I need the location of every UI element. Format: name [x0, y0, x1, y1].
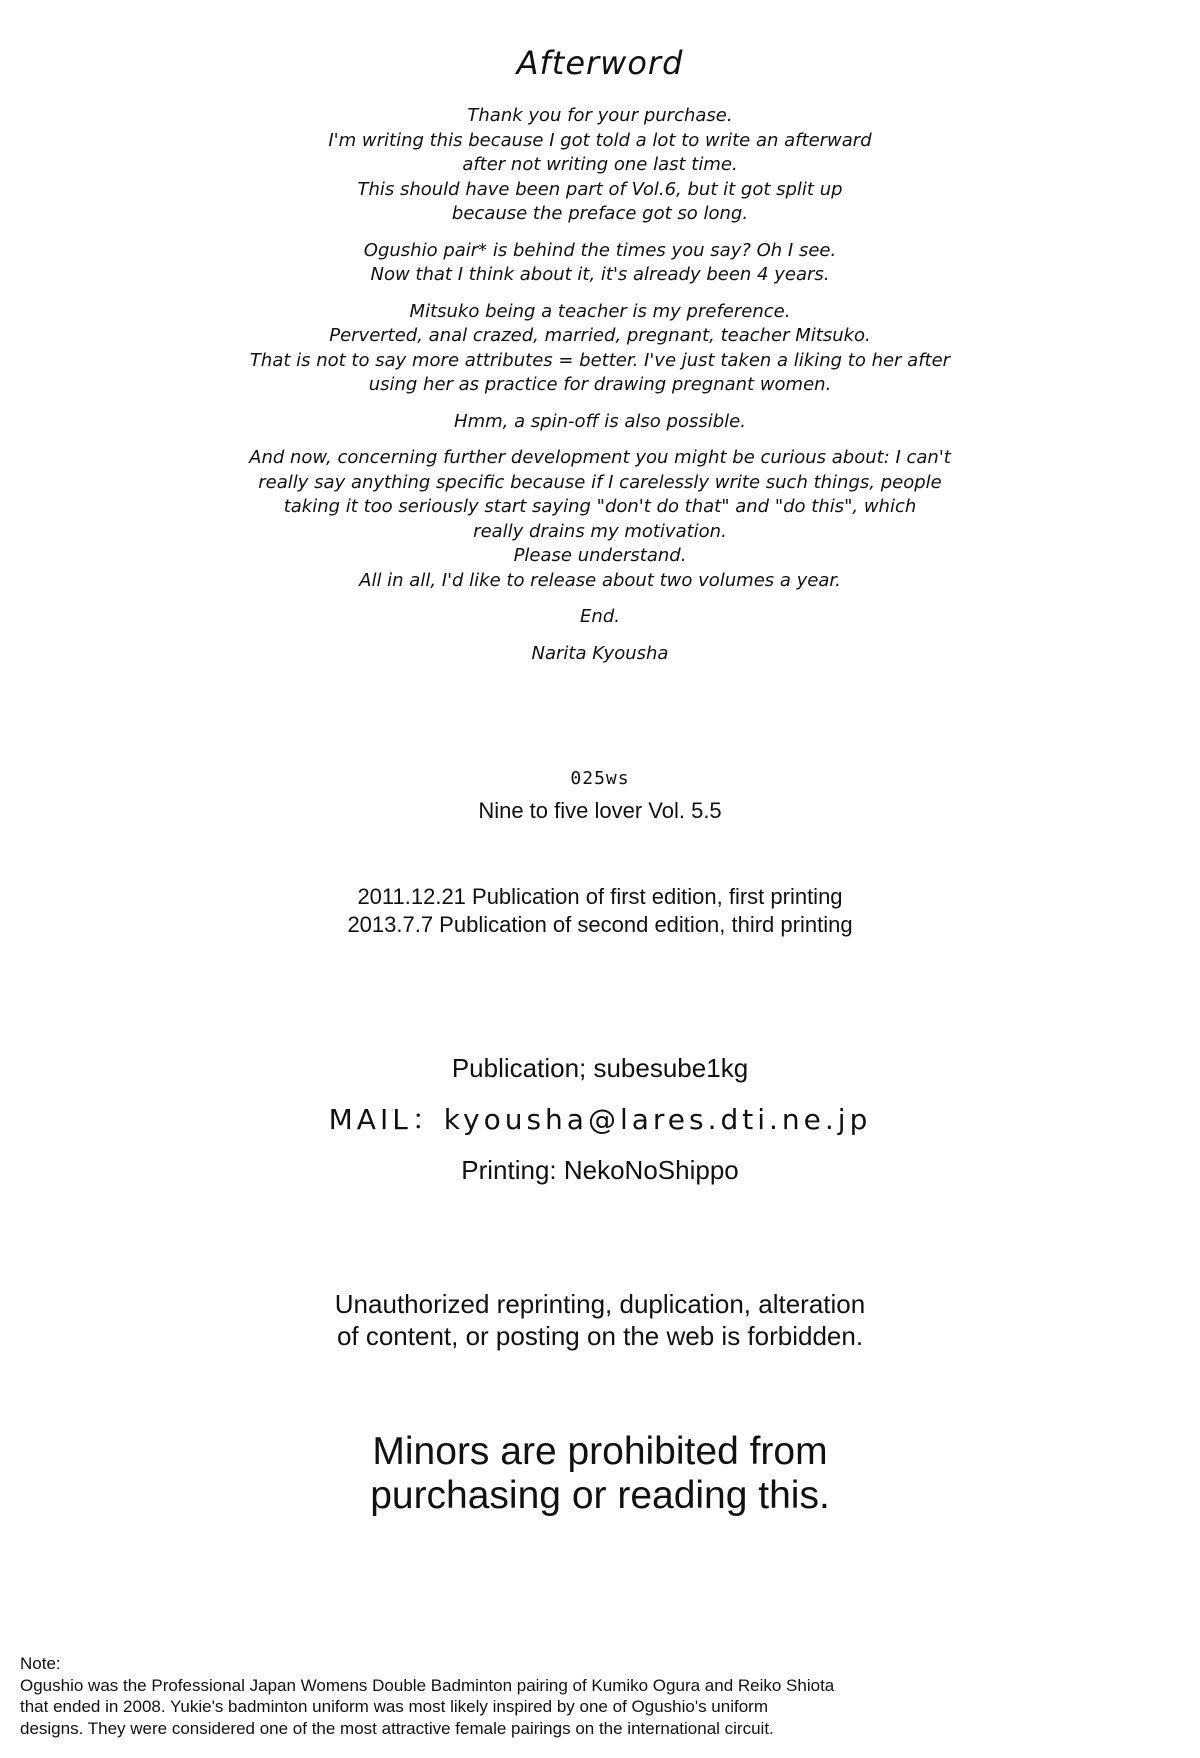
copyright-line: Unauthorized reprinting, duplication, alteration: [334, 1289, 866, 1319]
afterword-line: really say anything specific because if I carelessly write such things, people: [258, 471, 942, 493]
age-restriction-line: Minors are prohibited from: [372, 1430, 828, 1473]
afterword-line: because the preface got so long.: [451, 203, 749, 224]
afterword-end: End.: [580, 606, 620, 627]
afterword-line: Ogushio pair* is behind the times you say? Oh I see.: [363, 239, 837, 261]
afterword-paragraph: [150, 104, 1050, 227]
afterword-paragraph: [150, 446, 1050, 593]
afterword-line: taking it too seriously start saying "don't do that" and "do this", which: [283, 496, 917, 517]
afterword-line: And now, concerning further development you might be curious about: I can't: [249, 447, 951, 468]
printer: Printing: NekoNoShippo: [461, 1155, 739, 1185]
afterword-line: This should have been part of Vol.6, but it got split up: [357, 178, 843, 200]
afterword-paragraph: [150, 605, 1050, 630]
afterword-paragraph: [150, 239, 1050, 288]
catalog-code: 025ws: [570, 768, 630, 789]
note-heading: Note:: [20, 1654, 61, 1673]
afterword-line: Mitsuko being a teacher is my preference.: [409, 300, 791, 322]
copyright-line: of content, or posting on the web is forbidden.: [336, 1321, 864, 1351]
note-line: Ogushio was the Professional Japan Womens Double Badminton pairing of Kumiko Ogura and Reiko Shiota: [20, 1675, 835, 1695]
edition-history: [0, 883, 1200, 939]
author-signature: Narita Kyousha: [531, 642, 669, 664]
note-line: that ended in 2008. Yukie's badminton uniform was most likely inspired by one of Ogushio's uniform: [20, 1697, 768, 1716]
age-restriction-notice: [0, 1430, 1200, 1518]
translator-note: [20, 1653, 1180, 1739]
afterword-line: That is not to say more attributes = better. I've just taken a liking to her after: [249, 349, 951, 371]
afterword-line: Thank you for your purchase.: [467, 105, 733, 126]
afterword-line: really drains my motivation.: [473, 520, 727, 542]
afterword-paragraph: [150, 642, 1050, 667]
afterword-line: Please understand.: [513, 545, 687, 566]
book-title: Nine to five lover Vol. 5.5: [478, 798, 722, 823]
publisher: Publication; subesube1kg: [451, 1053, 749, 1083]
afterword-line: Now that I think about it, it's already been 4 years.: [370, 264, 830, 285]
afterword-line: Perverted, anal crazed, married, pregnant, teacher Mitsuko.: [329, 325, 871, 346]
age-restriction-line: purchasing or reading this.: [370, 1474, 830, 1517]
edition-second: 2013.7.7 Publication of second edition, third printing: [347, 912, 853, 937]
afterword-title: Afterword: [516, 44, 684, 82]
contact-email: MAIL：kyousha@lares.dti.ne.jp: [328, 1103, 872, 1136]
afterword-line: after not writing one last time.: [462, 154, 738, 175]
afterword-line: I'm writing this because I got told a lot to write an afterward: [328, 129, 872, 151]
afterword-paragraph: [150, 300, 1050, 398]
copyright-notice: [0, 1288, 1200, 1352]
afterword-body: [150, 104, 1050, 678]
note-line: designs. They were considered one of the most attractive female pairings on the international circuit.: [20, 1718, 774, 1738]
afterword-line: Hmm, a spin-off is also possible.: [454, 410, 746, 432]
afterword-paragraph: [150, 410, 1050, 435]
afterword-line: All in all, I'd like to release about two volumes a year.: [359, 569, 841, 591]
afterword-line: using her as practice for drawing pregnant women.: [368, 374, 832, 395]
edition-first: 2011.12.21 Publication of first edition, first printing: [357, 884, 843, 909]
